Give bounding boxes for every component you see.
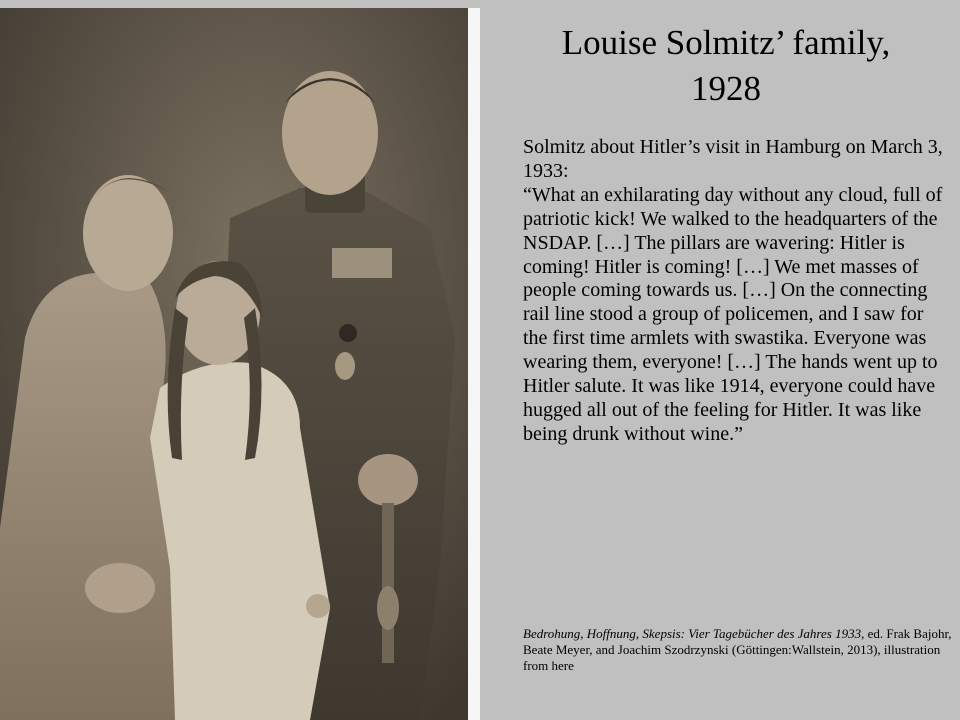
slide-title [500, 20, 952, 112]
source-citation [523, 626, 953, 674]
slide-title-line-1: Louise Solmitz’ family, [561, 23, 891, 62]
intro-line: Solmitz about Hitler’s visit in Hamburg on March 3, 1933: [523, 136, 943, 182]
slide-title-line-2: 1928 [691, 69, 761, 108]
family-photograph [0, 8, 480, 720]
family-photograph-illustration [0, 8, 468, 720]
citation-details: , ed. Frak Bajohr, Beate Meyer, and Joachim Szodrzynski (Göttingen:Wallstein, 2013), illustration from here [523, 626, 952, 673]
diary-excerpt [523, 136, 943, 447]
diary-quote: “What an exhilarating day without any cloud, full of patriotic kick! We walked to the headquarters of the NSDAP. […] The pillars are wavering: Hitler is coming! Hitler is coming! […] We met masses of people coming towards us. […] On the connecting rail line stood a group of policemen, and I saw for the first time armlets with swastika. Everyone was wearing them, everyone! […] The hands went up to Hitler salute. It was like 1914, everyone could have hugged all out of the feeling for Hitler. It was like being drunk without wine.” [523, 183, 943, 445]
citation-book-title: Bedrohung, Hoffnung, Skepsis: Vier Tagebücher des Jahres 1933 [523, 626, 862, 641]
